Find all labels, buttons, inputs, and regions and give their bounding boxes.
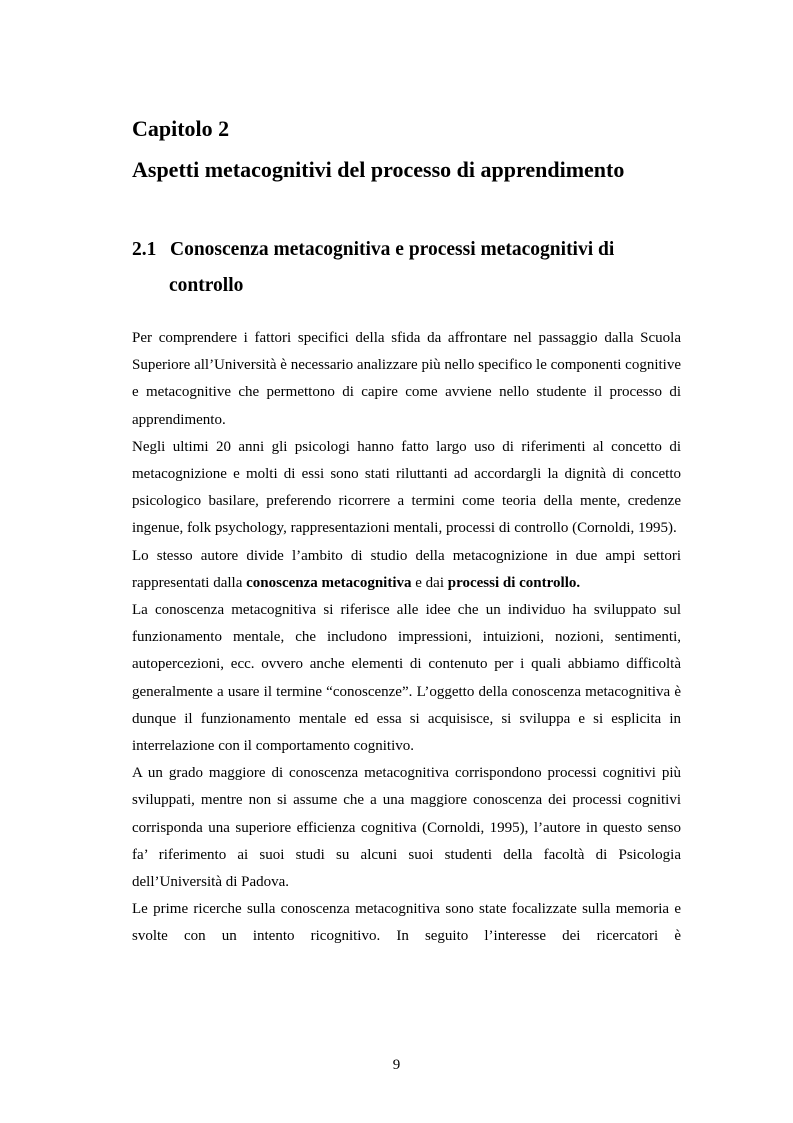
paragraph: La conoscenza metacognitiva si riferisce alle idee che un individuo ha sviluppato sul funzionamento mentale, che includono impressioni, intuizioni, nozioni, sentimenti, autopercezioni, ecc. ovvero anche elementi di contenuto per i quali abbiamo difficoltà generalmente a usare il termine “conoscenze”. L’oggetto della conoscenza metacognitiva è dunque il funzionamento mentale ed essa si acquisisce, si sviluppa e si esplicita in interrelazione con il comportamento cognitivo. bbox=[132, 602, 681, 755]
section-title-line1: Conoscenza metacognitiva e processi metacognitivi di bbox=[170, 239, 615, 260]
paragraph: Le prime ricerche sulla conoscenza metacognitiva sono state focalizzate sulla memoria e svolte con un intento ricognitivo. In seguito l’interesse dei ricercatori è bbox=[132, 901, 681, 945]
bold-term-processi: processi di controllo. bbox=[447, 574, 581, 591]
paragraph: Negli ultimi 20 anni gli psicologi hanno fatto largo uso di riferimenti al concetto di metacognizione e molti di essi sono stati riluttanti ad accordargli la dignità di concetto psicologico basilare, preferendo ricorrere a termini come teoria della mente, credenze ingenue, folk psychology, rappresentazioni mentali, processi di controllo (Cornoldi, 1995). bbox=[132, 438, 681, 537]
bold-term-conoscenza: conoscenza metacognitiva bbox=[246, 574, 412, 591]
section-heading bbox=[132, 233, 692, 303]
section-title-line2: controllo bbox=[169, 275, 244, 296]
paragraph-text: e dai bbox=[411, 574, 448, 591]
paragraph: Per comprendere i fattori specifici della sfida da affrontare nel passaggio dalla Scuola Superiore all’Università è necessario analizzare più nello specifico le componenti cognitive e metacognitive che permettono di capire come avviene nello studente il processo di apprendimento. bbox=[132, 330, 681, 428]
paragraph bbox=[132, 543, 681, 597]
page-number: 9 bbox=[392, 1057, 401, 1073]
body-text bbox=[132, 325, 681, 951]
chapter-label: Capitolo 2 bbox=[132, 116, 230, 141]
paragraph: A un grado maggiore di conoscenza metacognitiva corrispondono processi cognitivi più sviluppati, mentre non si assume che a una maggiore conoscenza dei processi cognitivi corrisponda una superiore efficienza cognitiva (Cornoldi, 1995), l’autore in questo senso fa’ riferimento ai suoi studi su alcuni suoi studenti della facoltà di Psicologia dell’Università di Padova. bbox=[132, 765, 681, 891]
paragraph-text: Lo stesso autore divide l’ambito di studio della metacognizione in due ampi settori rappresentati dalla bbox=[132, 547, 681, 591]
chapter-title: Aspetti metacognitivi del processo di apprendimento bbox=[132, 157, 625, 182]
section-number: 2.1 bbox=[132, 239, 157, 260]
